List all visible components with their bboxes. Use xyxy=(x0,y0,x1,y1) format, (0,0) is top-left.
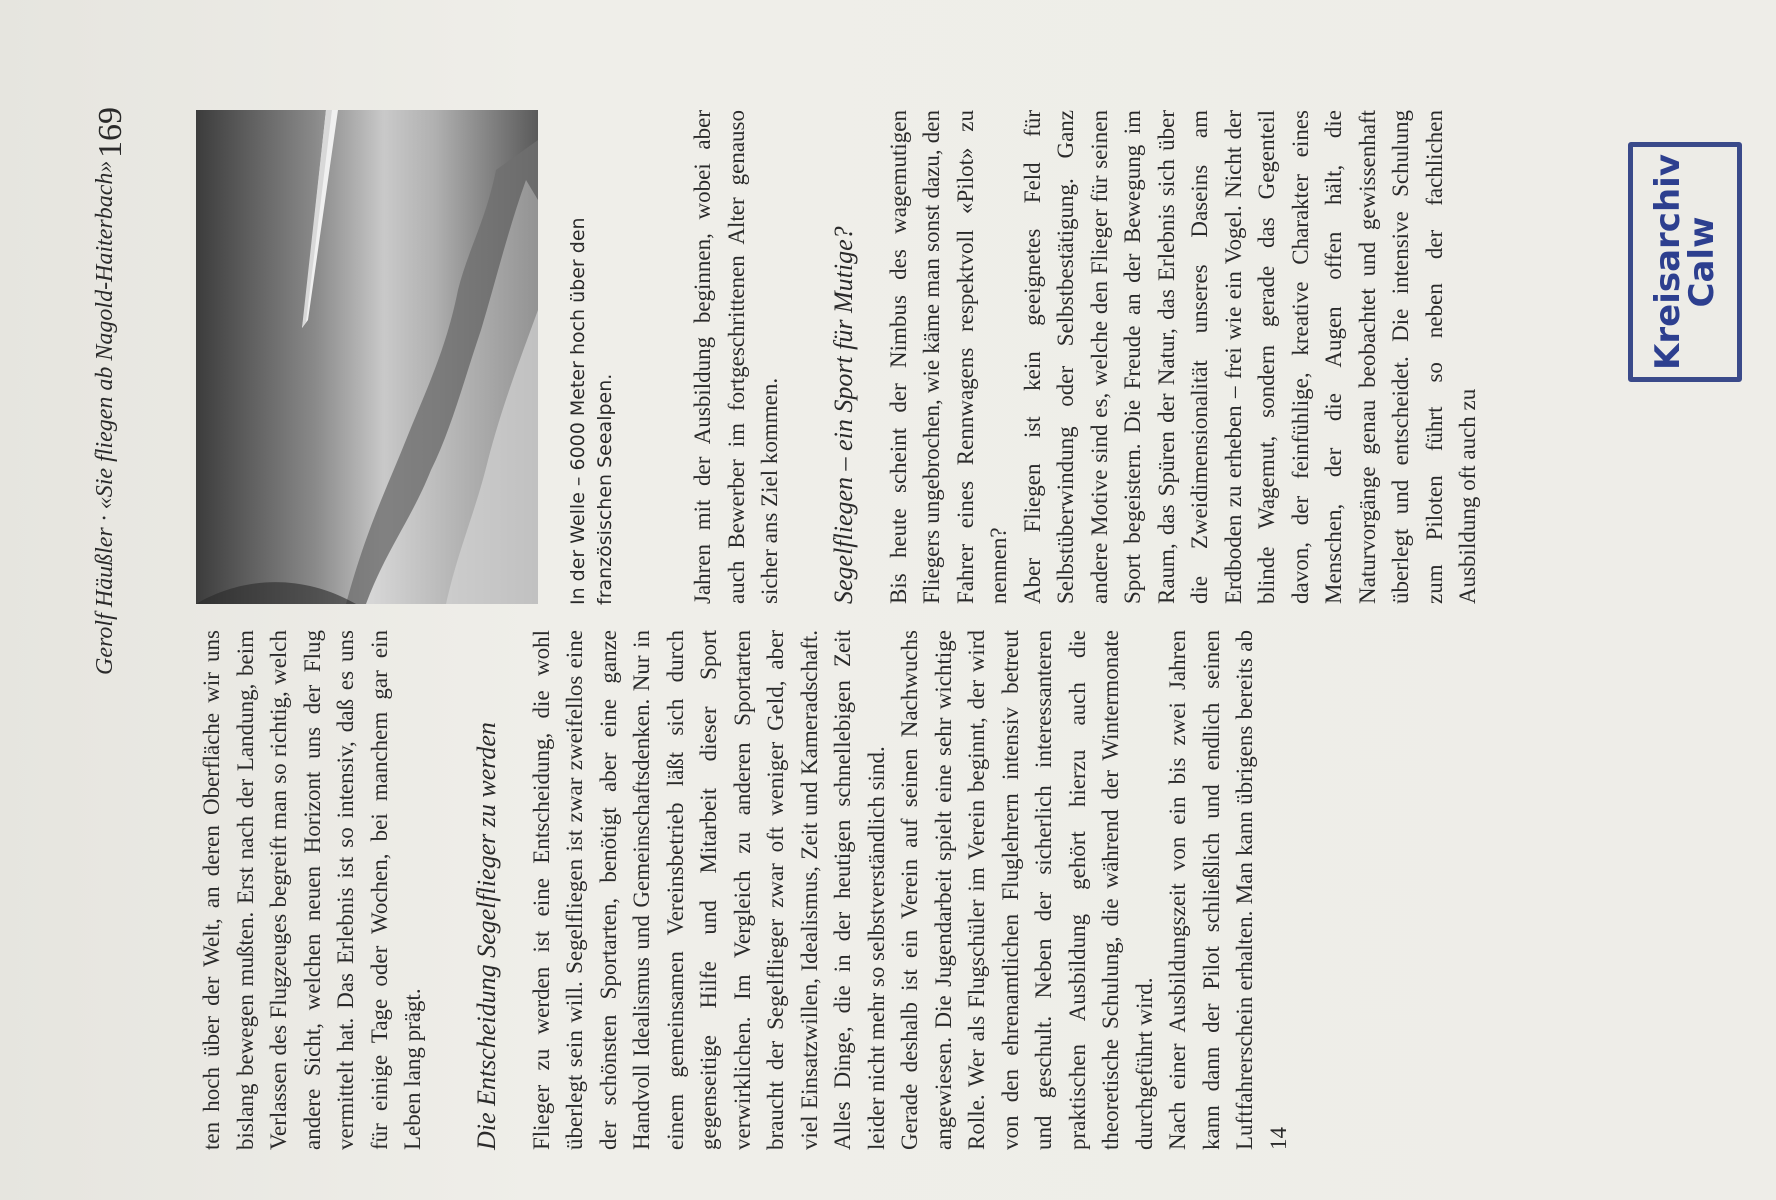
paragraph: Gerade deshalb ist ein Verein auf seinen Nachwuchs angewiesen. Die Jugendarbeit spielt eine sehr wichtige Rolle. Wer als Flugschüler im Verein beginnt, der wird von den ehrenamtlichen Fluglehrern intensiv betreut und geschult. Neben der sicherlich interessanteren praktischen Ausbildung gehört hierzu auch die theoretische Schulung, die während der Wintermonate durchgeführt wird. xyxy=(897,630,1157,1150)
paragraph: Flieger zu werden ist eine Entscheidung, die wohl überlegt sein will. Segelfliegen ist zwar zweifellos eine der schönsten Sportarten, benötigt aber eine ganze Handvoll Idealismus und Gemeinschaftsdenken. Nur in einem gemeinsamen Vereinsbetrieb läßt sich durch gegenseitige Hilfe und Mitarbeit dieser Sport verwirklichen. Im Vergleich zu anderen Sportarten braucht der Segelflieger zwar oft weniger Geld, aber viel Einsatzwillen, Idealismus, Zeit und Kameradschaft. Alles Dinge, die in der heutigen schnellebigen Zeit leider nicht mehr so selbstverständlich sind. xyxy=(528,630,889,1150)
photo-glider-wing-over-clouds xyxy=(196,110,538,604)
text-column-1 xyxy=(195,630,1295,1150)
paragraph: Bis heute scheint der Nimbus des wagemutigen Fliegers ungebrochen, wie käme man sonst dazu, den Fahrer eines Rennwagens respektvoll «Pilot» zu nennen? xyxy=(885,110,1011,604)
page-number: 169 xyxy=(92,107,129,158)
stamp-line-1: Kreisarchiv xyxy=(1648,154,1689,370)
paragraph: Nach einer Ausbildungszeit von ein bis zwei Jahren kann dann der Pilot schließlich und endlich seinen Luftfahrerschein erhalten. Man kann übrigens bereits ab 14 xyxy=(1165,630,1291,1150)
archive-stamp xyxy=(1628,142,1742,382)
section-heading: Segelfliegen – ein Sport für Mutige? xyxy=(828,226,858,604)
section-heading: Die Entscheidung Segelflieger zu werden xyxy=(471,722,501,1150)
paragraph: Aber Fliegen ist kein geeignetes Feld für Selbstüberwindung oder Selbstbestätigung. Ganz andere Motive sind es, welche den Flieger für seinen Sport begeistern. Die Freude an der Bewegung im Raum, das Spüren der Natur, das Erlebnis sich über die Zweidimensionalität unseres Daseins am Erdboden zu erheben – frei wie ein Vogel. Nicht der blinde Wagemut, sondern gerade das Gegenteil davon, der feinfühlige, kreative Charakter eines Menschen, der die Augen offen hält, die Naturvorgänge genau beobachtet und gewissenhaft überlegt und entscheidet. Die intensive Schulung zum Piloten führt so neben der fachlichen Ausbildung oft auch zu xyxy=(1019,110,1480,604)
running-head: Gerolf Häußler · «Sie fliegen ab Nagold-Haiterbach» xyxy=(92,160,118,675)
text-column-2 xyxy=(686,110,1485,604)
stamp-line-2: Calw xyxy=(1682,216,1723,308)
paragraph: ten hoch über der Welt, an deren Oberfläche wir uns bislang bewegen mußten. Erst nach der Landung, beim Verlassen des Flugzeuges begreift man so richtig, welch andere Sicht, welchen neuen Horizont uns der Flug vermittelt hat. Das Erlebnis ist so intensiv, daß es uns für einige Tage oder Wochen, bei manchem gar ein Leben lang prägt. xyxy=(199,630,425,1150)
photo-caption: In der Welle – 6000 Meter hoch über den französischen Seealpen. xyxy=(567,217,616,605)
paragraph: Jahren mit der Ausbildung beginnen, wobei aber auch Bewerber im fortgeschrittenen Alter genauso sicher ans Ziel kommen. xyxy=(690,110,782,604)
